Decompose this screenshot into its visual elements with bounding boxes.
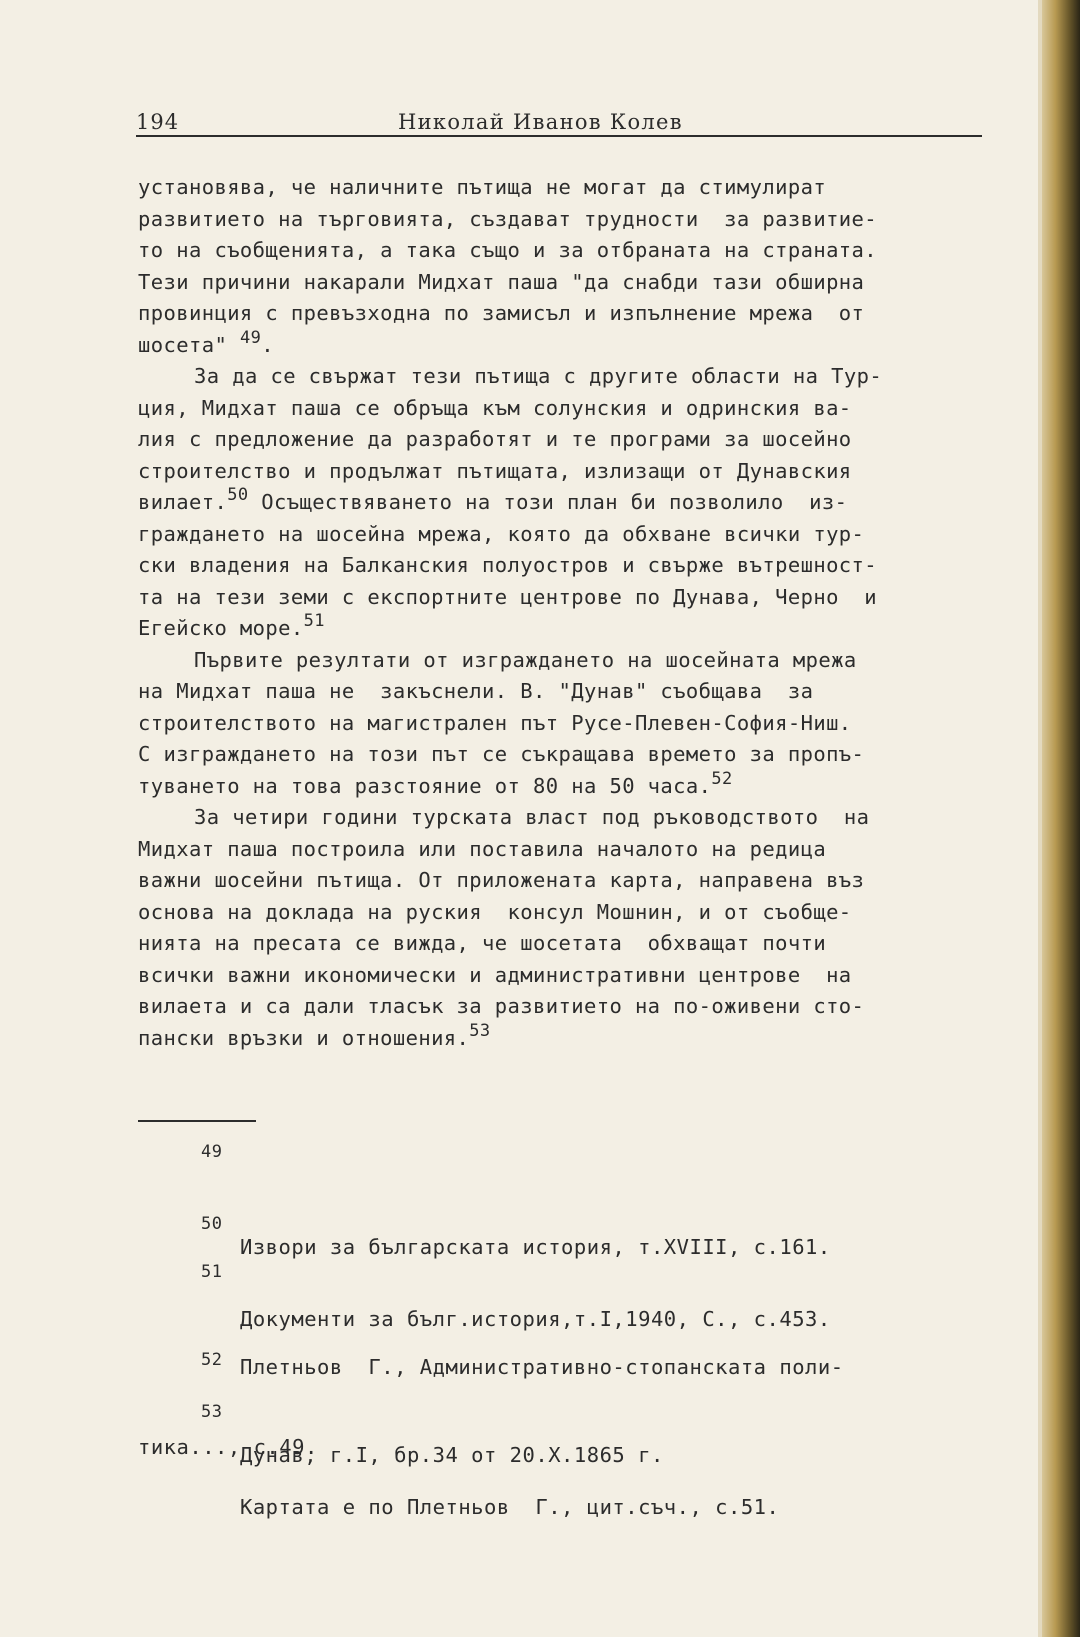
body-line: Мидхат паша построила или поставила началото на редица: [138, 836, 827, 861]
body-line: [138, 487, 998, 519]
body-line: основа на доклада на руския консул Мошнин, и от съобще-: [138, 899, 852, 924]
body-line: нията на пресата се вижда, че шосетата обхващат почти: [138, 931, 827, 955]
footnote-ref-51[interactable]: 51: [303, 611, 325, 631]
footnote-text: Дунав, г.I, бр.34 от 20.X.1865 г.: [240, 1443, 664, 1467]
body-line: С изграждането на този път се съкращава времето за пропъ-: [138, 742, 865, 766]
footnote-number: 52: [201, 1350, 223, 1370]
body-line: ция, Мидхат паша се обръща към солунския и одринския ва-: [138, 395, 852, 420]
body-line-text: пански връзки и отношения.: [138, 1025, 470, 1050]
footnote-text: Документи за бълг.история,т.I,1940, С., с.453.: [240, 1307, 831, 1331]
footnote-number: 49: [201, 1142, 223, 1162]
body-line: вилаета и са дали тласък за развитието на по-оживени сто-: [138, 994, 865, 1018]
body-line: то на съобщенията, а така също и за отбраната на страната.: [138, 238, 878, 262]
body-line: провинция с превъзходна по замисъл и изпълнение мрежа от: [138, 301, 865, 325]
footnote-number: 51: [201, 1262, 223, 1282]
body-line-text: Осъществяването на този план би позволило из-: [248, 490, 848, 514]
body-line-text: туването на това разстояние от 80 на 50 часа.: [138, 773, 712, 798]
footnote-ref-49[interactable]: 49: [239, 327, 262, 348]
body-line: граждането на шосейна мрежа, която да обхване всички тур-: [138, 521, 865, 546]
body-line: ски владения на Балканския полуостров и свърже вътрешност-: [138, 553, 878, 577]
footnote-ref-52[interactable]: 52: [711, 768, 733, 789]
body-line: Първите резултати от изграждането на шосейната мрежа: [194, 647, 857, 672]
body-line: строителството на магистрален път Русе-Плевен-София-Ниш.: [138, 710, 852, 735]
footnote-text: Извори за българската история, т.XVIII, с.161.: [240, 1235, 831, 1259]
body-line: [138, 1020, 998, 1055]
body-line: [138, 768, 998, 803]
body-line: установява, че наличните пътища не могат да стимулират: [138, 175, 827, 199]
body-line: [138, 327, 998, 362]
body-line: на Мидхат паша не закъснели. В. "Дунав" съобщава за: [138, 679, 814, 703]
footnote-number: 53: [201, 1402, 223, 1422]
body-line: За да се свържат тези пътища с другите области на Тур-: [194, 364, 883, 388]
body-line: [138, 613, 998, 645]
footnote-number: 50: [201, 1214, 223, 1234]
body-line: всички важни икономически и административни центрове на: [138, 962, 852, 987]
book-binding-edge: [1042, 0, 1080, 1637]
body-line: Тези причини накарали Мидхат паша "да снабди тази обширна: [138, 269, 865, 294]
footnote-continuation: тика..., с.49.: [138, 1434, 318, 1459]
body-line: лия с предложение да разработят и те програми за шосейно: [138, 427, 852, 451]
footnote-text: Картата е по Плетньов Г., цит.съч., с.51.: [240, 1495, 780, 1519]
body-text: [138, 172, 998, 1054]
body-line: развитието на търговията, създават трудности за развитие-: [138, 206, 878, 231]
footnotes: [138, 1140, 998, 1519]
body-line: важни шосейни пътища. От приложената карта, направена въз: [138, 868, 865, 892]
footnote-text: Плетньов Г., Административно-стопанската поли-: [240, 1355, 844, 1379]
body-line-text: Егейско море.: [138, 616, 304, 640]
body-line: та на тези земи с експортните центрове по Дунава, Черно и: [138, 584, 878, 609]
body-line: За четири години турската власт под ръководството на: [194, 805, 870, 829]
period: .: [261, 332, 274, 357]
footnote-ref-50[interactable]: 50: [227, 485, 249, 505]
footnote-separator: [138, 1120, 256, 1122]
body-line-text: шосета": [138, 332, 228, 357]
page-number: 194: [136, 110, 180, 134]
body-line-text: вилает.: [138, 490, 228, 514]
footnote-ref-53[interactable]: 53: [469, 1020, 491, 1041]
running-head-author: Николай Иванов Колев: [398, 110, 683, 134]
header-rule: [136, 135, 982, 137]
body-line: строителство и продължат пътищата, излизащи от Дунавския: [138, 458, 852, 483]
